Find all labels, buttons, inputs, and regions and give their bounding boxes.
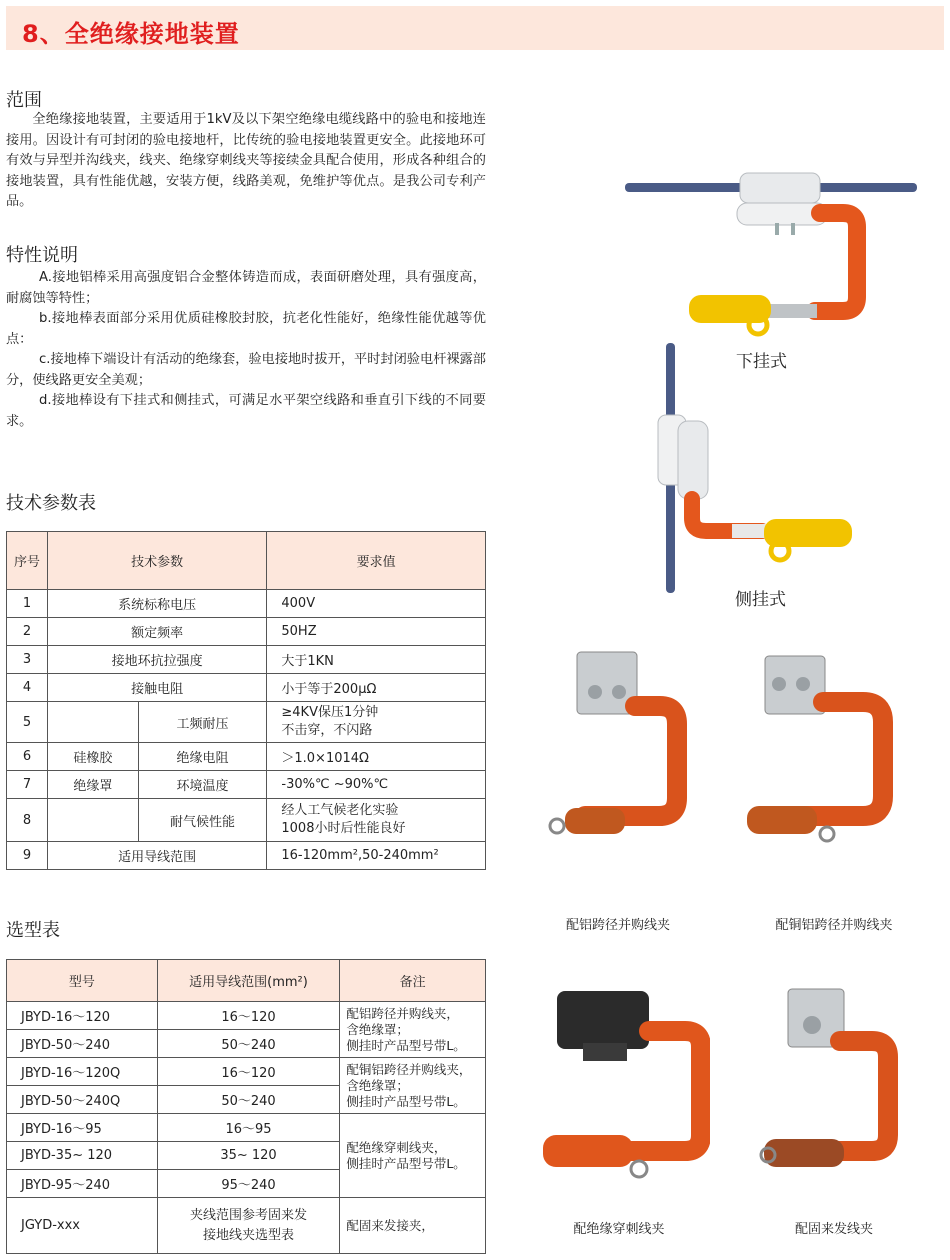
table-row bbox=[7, 702, 486, 743]
glf-clamp-image bbox=[752, 985, 907, 1185]
cell-note bbox=[340, 1114, 486, 1198]
cell-value: 400V bbox=[267, 590, 486, 618]
caption-piercing-clamp: 配绝缘穿刺线夹 bbox=[573, 1222, 665, 1237]
note-line: 配铝跨径并购线夹， bbox=[346, 1005, 459, 1021]
side-hanging-device-image bbox=[650, 343, 860, 593]
cell-group: 绝缘罩 bbox=[47, 771, 138, 799]
cell-param: 工频耐压 bbox=[138, 702, 267, 743]
table-row bbox=[7, 646, 486, 674]
caption-side-hanging: 侧挂式 bbox=[735, 590, 786, 610]
cell-note bbox=[340, 1002, 486, 1058]
cell-value-line: 不击穿，不闪路 bbox=[281, 723, 373, 738]
cell-model: JBYD-35~ 120 bbox=[7, 1142, 158, 1170]
cell-value: 16-120mm²,50-240mm² bbox=[267, 842, 486, 870]
cell-value: 大于1KN bbox=[267, 646, 486, 674]
table-row bbox=[7, 674, 486, 702]
cell-param: 接触电阻 bbox=[47, 674, 266, 702]
table-row bbox=[7, 1114, 486, 1142]
note-line: 配绝缘穿刺线夹， bbox=[346, 1139, 447, 1155]
cell-model: JBYD-16～95 bbox=[7, 1114, 158, 1142]
cell-range: 95～240 bbox=[157, 1170, 340, 1198]
caption-glf-clamp: 配固来发线夹 bbox=[794, 1222, 873, 1237]
cell-range bbox=[157, 1198, 340, 1254]
table-row bbox=[7, 590, 486, 618]
cell-value: -30%℃ ~90%℃ bbox=[267, 771, 486, 799]
page-title: 8、全绝缘接地装置 bbox=[22, 20, 240, 48]
table-header-row bbox=[7, 532, 486, 590]
cell-value-line: 经人工气候老化实验 bbox=[281, 803, 399, 818]
features-text bbox=[6, 268, 486, 432]
cell-range: 16～95 bbox=[157, 1114, 340, 1142]
table-row bbox=[7, 771, 486, 799]
cell-model: JGYD-xxx bbox=[7, 1198, 158, 1254]
cell-model: JBYD-16～120Q bbox=[7, 1058, 158, 1086]
cell-range: 50～240 bbox=[157, 1086, 340, 1114]
header-value: 要求值 bbox=[267, 532, 486, 590]
feature-item-d: d.接地棒设有下挂式和侧挂式，可满足水平架空线路和垂直引下线的不同要求。 bbox=[6, 393, 486, 429]
tech-table-title: 技术参数表 bbox=[6, 493, 96, 514]
note-line: 侧挂时产品型号带L。 bbox=[346, 1093, 466, 1109]
cell-range: 50～240 bbox=[157, 1030, 340, 1058]
cell-value: 小于等于200μΩ bbox=[267, 674, 486, 702]
scope-title: 范围 bbox=[6, 90, 42, 111]
note-line: 含绝缘罩； bbox=[346, 1077, 409, 1093]
cell-no: 4 bbox=[7, 674, 48, 702]
table-row bbox=[7, 743, 486, 771]
cell-group-empty bbox=[47, 799, 138, 842]
caption-aluminum-clamp: 配铝跨径并购线夹 bbox=[565, 918, 670, 933]
cell-no: 1 bbox=[7, 590, 48, 618]
header-param: 技术参数 bbox=[47, 532, 266, 590]
select-table-title: 选型表 bbox=[6, 920, 60, 941]
header-range: 适用导线范围(mm²) bbox=[157, 960, 340, 1002]
cell-range: 35~ 120 bbox=[157, 1142, 340, 1170]
table-row bbox=[7, 1198, 486, 1254]
piercing-clamp-image bbox=[535, 985, 710, 1190]
table-row bbox=[7, 799, 486, 842]
cell-no: 5 bbox=[7, 702, 48, 743]
cell-value bbox=[267, 702, 486, 743]
header-model: 型号 bbox=[7, 960, 158, 1002]
cell-no: 7 bbox=[7, 771, 48, 799]
cell-no: 8 bbox=[7, 799, 48, 842]
scope-paragraph: 全绝缘接地装置，主要适用于1kV及以下架空绝缘电缆线路中的验电和接地连接用。因设计有可封闭的验电接地杆，比传统的验电接地装置更安全。此接地环可有效与异型并沟线夹，线夹、绝缘穿刺线夹等接续金具配合使用，形成各种组合的接地装置，具有性能优越，安装方便，线路美观，免维护等优点。是我公司专利产品。 bbox=[6, 112, 486, 209]
feature-item-a: A.接地铝棒采用高强度铝合金整体铸造而成，表面研磨处理，具有强度高，耐腐蚀等特性； bbox=[6, 270, 486, 306]
cell-param: 适用导线范围 bbox=[47, 842, 266, 870]
table-row bbox=[7, 618, 486, 646]
cell-no: 9 bbox=[7, 842, 48, 870]
cell-value-line: ≥4KV保压1分钟 bbox=[281, 705, 379, 720]
cell-no: 2 bbox=[7, 618, 48, 646]
cell-no: 3 bbox=[7, 646, 48, 674]
scope-text bbox=[6, 110, 486, 213]
caption-down-hanging: 下挂式 bbox=[736, 352, 787, 372]
copper-aluminum-clamp-image bbox=[735, 648, 905, 853]
cell-param: 绝缘电阻 bbox=[138, 743, 267, 771]
cell-group: 硅橡胶 bbox=[47, 743, 138, 771]
note-line: 侧挂时产品型号带L。 bbox=[346, 1037, 466, 1053]
feature-item-c: c.接地棒下端设计有活动的绝缘套，验电接地时拔开，平时封闭验电杆裸露部分，使线路更安全美观； bbox=[6, 352, 486, 388]
cell-note bbox=[340, 1058, 486, 1114]
selection-table bbox=[6, 959, 486, 1254]
header-no: 序号 bbox=[7, 532, 48, 590]
cell-param: 环境温度 bbox=[138, 771, 267, 799]
note-line: 配铜铝跨径并购线夹， bbox=[346, 1061, 472, 1077]
cell-param: 系统标称电压 bbox=[47, 590, 266, 618]
tech-param-table bbox=[6, 531, 486, 870]
cell-range: 16～120 bbox=[157, 1002, 340, 1030]
table-row bbox=[7, 842, 486, 870]
cell-value bbox=[267, 799, 486, 842]
note-line: 侧挂时产品型号带L。 bbox=[346, 1155, 466, 1171]
cell-value-line: 1008小时后性能良好 bbox=[281, 821, 406, 836]
cell-group-empty bbox=[47, 702, 138, 743]
cell-model: JBYD-16～120 bbox=[7, 1002, 158, 1030]
table-header-row bbox=[7, 960, 486, 1002]
cell-value: ＞1.0×1014Ω bbox=[267, 743, 486, 771]
table-row bbox=[7, 1058, 486, 1086]
cell-param: 额定频率 bbox=[47, 618, 266, 646]
cell-range: 16～120 bbox=[157, 1058, 340, 1086]
note-line: 配固来发接夹， bbox=[346, 1217, 434, 1233]
table-row bbox=[7, 1002, 486, 1030]
cell-range-line: 夹线范围参考固来发 bbox=[190, 1207, 308, 1223]
cell-model: JBYD-50～240Q bbox=[7, 1086, 158, 1114]
feature-item-b: b.接地棒表面部分采用优质硅橡胶封胶，抗老化性能好，绝缘性能优越等优点： bbox=[6, 311, 486, 347]
header-bar bbox=[6, 6, 944, 50]
cell-no: 6 bbox=[7, 743, 48, 771]
note-line: 含绝缘罩； bbox=[346, 1021, 409, 1037]
cell-value: 50HZ bbox=[267, 618, 486, 646]
cell-model: JBYD-95～240 bbox=[7, 1170, 158, 1198]
cell-param: 耐气候性能 bbox=[138, 799, 267, 842]
cell-param: 接地环抗拉强度 bbox=[47, 646, 266, 674]
cell-note bbox=[340, 1198, 486, 1254]
aluminum-clamp-image bbox=[545, 648, 695, 848]
header-note: 备注 bbox=[340, 960, 486, 1002]
cell-model: JBYD-50～240 bbox=[7, 1030, 158, 1058]
cell-range-line: 接地线夹选型表 bbox=[203, 1227, 295, 1243]
caption-copper-aluminum-clamp: 配铜铝跨径并购线夹 bbox=[775, 918, 893, 933]
down-hanging-device-image bbox=[625, 165, 925, 340]
features-title: 特性说明 bbox=[6, 245, 78, 266]
